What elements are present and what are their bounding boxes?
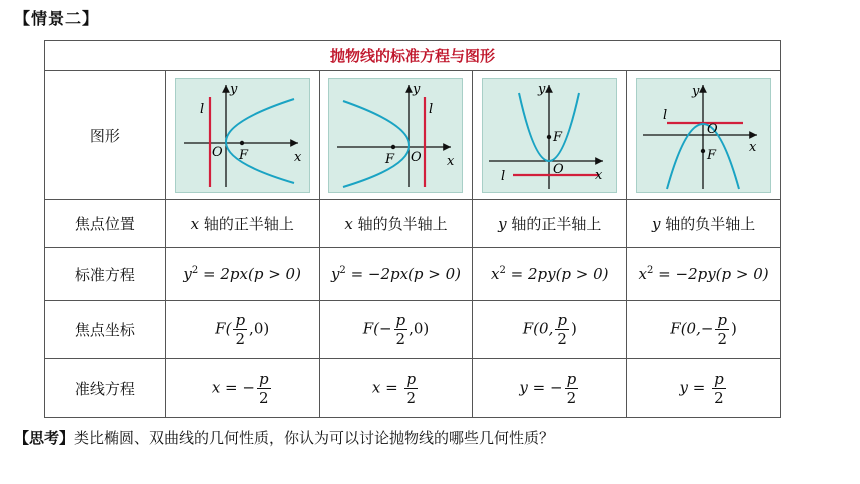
row-label-graph: 图形 — [45, 71, 166, 200]
y-label: y — [413, 81, 421, 97]
parabola-graph-down — [636, 78, 771, 193]
directrix-equation-row — [45, 359, 781, 418]
fraction: $\frac{p}{2}$ — [557, 311, 567, 348]
parabola-graph-left — [328, 78, 463, 193]
think-tag: 【思考】 — [14, 429, 75, 447]
parabola-curve — [343, 101, 409, 187]
focus-cell-2: F(− $\frac{p}{2}$ ,0) — [319, 301, 473, 359]
table-title: 抛物线的标准方程与图形 — [45, 41, 781, 71]
x-label: x — [749, 139, 757, 155]
fraction: $\frac{p}{2}$ — [395, 311, 406, 348]
equation-cell-3: $x^2 = 2py(p > 0)$ — [473, 248, 627, 301]
equation-cell-4: $x^2 = -2py(p > 0)$ — [627, 248, 781, 301]
fraction: $\frac{p}{2}$ — [566, 369, 577, 407]
directrix-label: l — [199, 101, 204, 117]
position-cell-3: y 轴的正半轴上 — [473, 200, 627, 248]
x-label: x — [447, 153, 455, 169]
parabola-curve — [226, 99, 294, 183]
directrix-label: l — [429, 101, 434, 117]
origin-label: O — [707, 121, 718, 137]
position-cell-4: y 轴的负半轴上 — [627, 200, 781, 248]
focus-point — [239, 140, 243, 144]
focus-label: F — [385, 151, 395, 167]
focus-position-row — [45, 200, 781, 248]
focus-point — [547, 134, 551, 138]
graph-cell-1 — [165, 71, 319, 200]
position-cell-1: x 轴的正半轴上 — [165, 200, 319, 248]
directrix-cell-1: x = − $\frac{p}{2}$ — [165, 359, 319, 418]
think-text: 类比椭圆、双曲线的几何性质，你认为可以讨论抛物线的哪些几何性质？ — [74, 429, 555, 447]
focus-cell-3: F(0, $\frac{p}{2}$ ) — [473, 301, 627, 359]
parabola-table — [44, 40, 781, 418]
directrix-cell-3: y = − $\frac{p}{2}$ — [473, 359, 627, 418]
focus-label: F — [707, 147, 717, 163]
directrix-label: l — [663, 107, 668, 123]
focus-point — [391, 144, 395, 148]
row-label-equation: 标准方程 — [45, 248, 166, 301]
fraction: $\frac{p}{2}$ — [714, 369, 724, 407]
section-heading: 【情景二】 — [14, 9, 100, 28]
y-label: y — [229, 81, 238, 97]
origin-label: O — [553, 161, 564, 177]
equation-cell-1: $y^2 = 2px(p > 0)$ — [165, 248, 319, 301]
row-label-position: 焦点位置 — [45, 200, 166, 248]
table-title-row — [45, 41, 781, 71]
directrix-cell-2: x = $\frac{p}{2}$ — [319, 359, 473, 418]
focus-point — [701, 148, 705, 152]
graph-cell-2 — [319, 71, 473, 200]
directrix-label: l — [501, 168, 506, 184]
origin-label: O — [211, 144, 223, 160]
x-label: x — [293, 149, 302, 165]
fraction: $\frac{p}{2}$ — [258, 369, 269, 407]
directrix-cell-4: y = $\frac{p}{2}$ — [627, 359, 781, 418]
y-label: y — [692, 83, 700, 99]
parabola-graph-right — [175, 78, 310, 193]
focus-cell-4: F(0,− $\frac{p}{2}$ ) — [627, 301, 781, 359]
fraction: $\frac{p}{2}$ — [235, 311, 246, 348]
position-cell-2: x 轴的负半轴上 — [319, 200, 473, 248]
fraction: $\frac{p}{2}$ — [406, 369, 417, 407]
standard-equation-row — [45, 248, 781, 301]
focus-label: F — [553, 129, 563, 145]
fraction: $\frac{p}{2}$ — [717, 311, 728, 348]
equation-cell-2: $y^2 = -2px(p > 0)$ — [319, 248, 473, 301]
row-label-directrix: 准线方程 — [45, 359, 166, 418]
parabola-graph-up — [482, 78, 617, 193]
x-label: x — [595, 167, 603, 183]
focus-label: F — [238, 147, 248, 163]
graph-row — [45, 71, 781, 200]
graph-cell-4 — [627, 71, 781, 200]
focus-cell-1: F( $\frac{p}{2}$ ,0) — [165, 301, 319, 359]
focus-coordinate-row — [45, 301, 781, 359]
row-label-focus: 焦点坐标 — [45, 301, 166, 359]
think-question — [14, 427, 554, 448]
graph-cell-3 — [473, 71, 627, 200]
y-label: y — [538, 81, 546, 97]
origin-label: O — [411, 149, 423, 165]
